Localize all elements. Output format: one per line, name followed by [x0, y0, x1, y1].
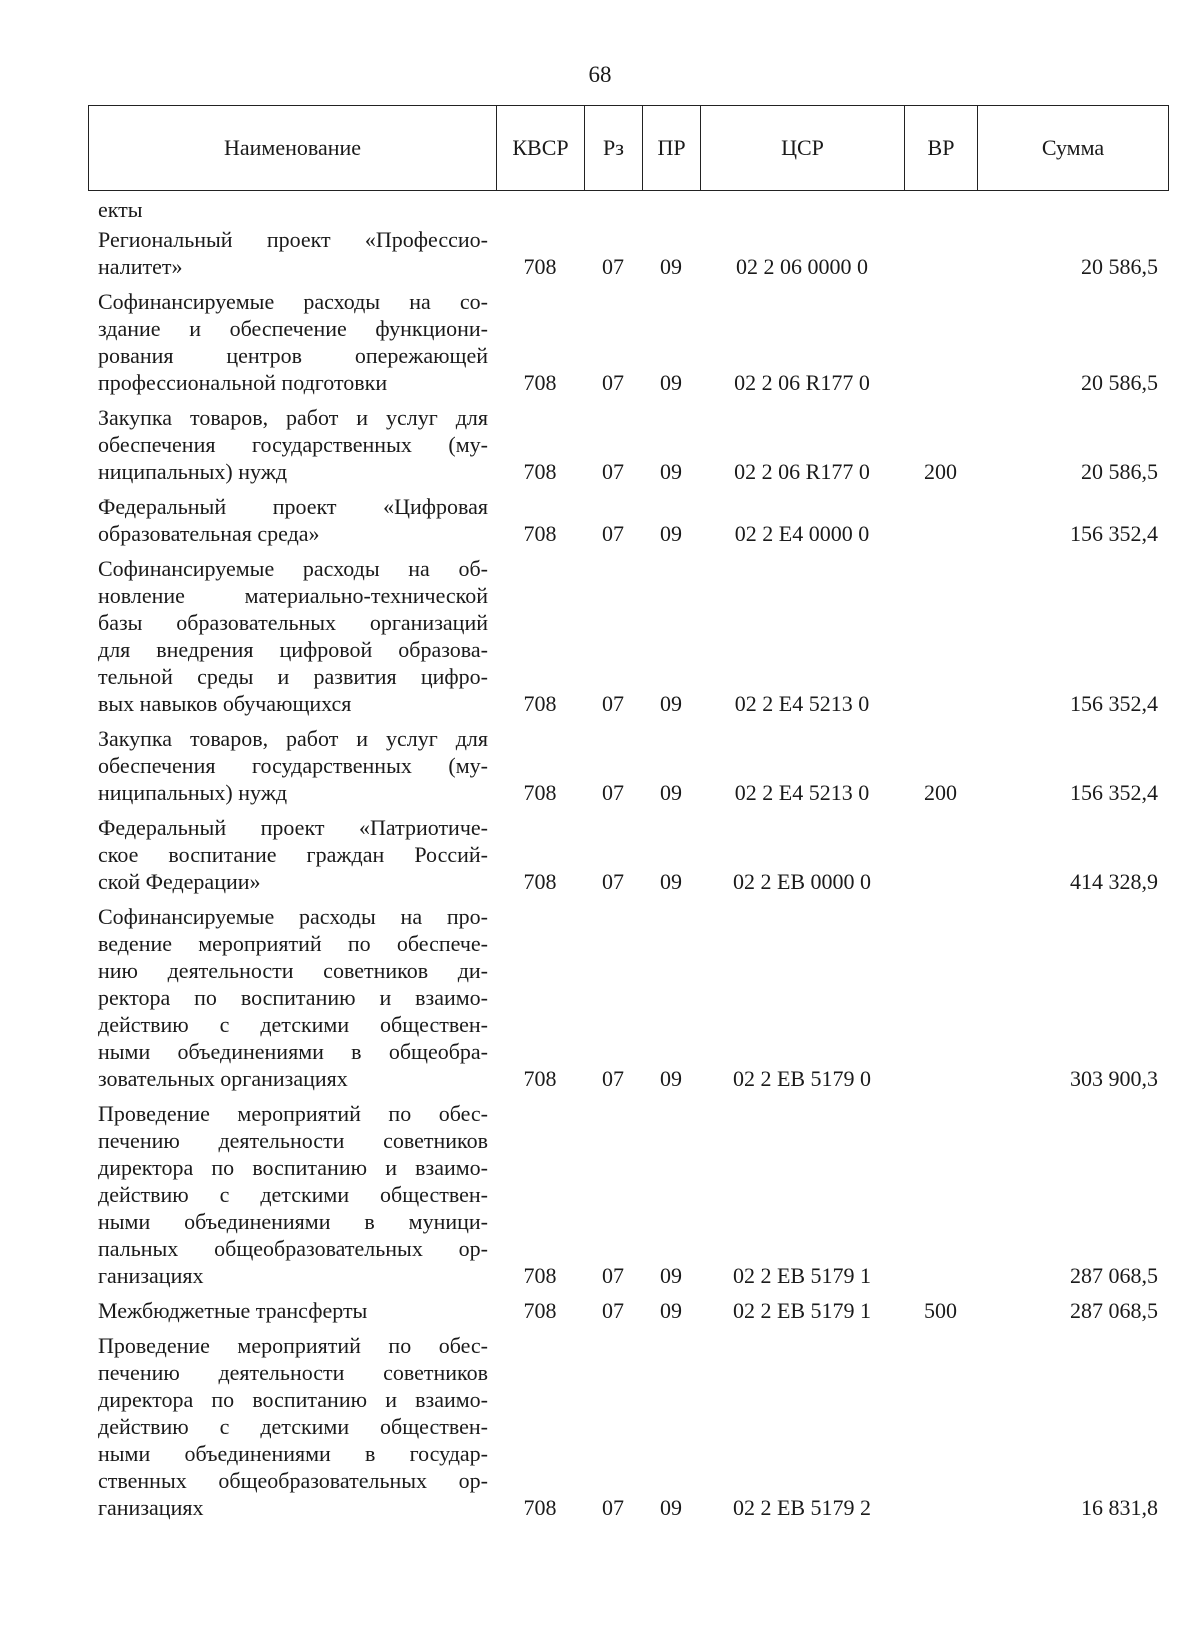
row-vr: 500 — [924, 1298, 957, 1323]
row-rz: 07 — [602, 691, 624, 716]
row-vr — [904, 285, 977, 401]
row-csr: 02 2 EB 5179 1 — [732, 1263, 872, 1288]
row-sum: 156 352,4 — [1070, 691, 1158, 716]
row-name-line: Проведение мероприятий по обес- — [98, 1101, 488, 1126]
row-kvsr: 708 — [523, 459, 557, 484]
row-name-line: Федеральный проект «Цифровая — [98, 494, 488, 519]
row-kvsr: 708 — [523, 521, 557, 546]
row-name-line: Закупка товаров, работ и услуг для — [98, 726, 488, 751]
row-sum: 156 352,4 — [1070, 780, 1158, 805]
row-name-line: ниципальных) нужд — [98, 780, 288, 805]
row-name-line: ведение мероприятий по обеспече- — [98, 931, 488, 956]
header-csr: ЦСР — [701, 106, 905, 191]
row-name-line: Софинансируемые расходы на об- — [98, 556, 488, 581]
row-csr: 02 2 EB 5179 0 — [732, 1066, 872, 1091]
row-kvsr: 708 — [523, 1495, 557, 1520]
row-csr: 02 2 EB 0000 0 — [732, 869, 872, 894]
row-name-line: зовательных организациях — [98, 1066, 348, 1091]
row-name-line: ными объединениями в государ- — [98, 1441, 488, 1466]
row-name-line: ское воспитание граждан Россий- — [98, 842, 488, 867]
row-rz: 07 — [602, 869, 624, 894]
row-rz: 07 — [602, 459, 624, 484]
row-vr — [904, 223, 977, 285]
row-csr: 02 2 E4 0000 0 — [734, 521, 870, 546]
row-csr: 02 2 06 R177 0 — [734, 370, 870, 395]
row-kvsr: 708 — [523, 869, 557, 894]
table-row — [88, 490, 1168, 552]
table-row — [88, 1097, 1168, 1294]
row-vr: 200 — [924, 459, 957, 484]
row-vr — [904, 811, 977, 900]
row-name-line: директора по воспитанию и взаимо- — [98, 1155, 488, 1180]
table-row — [88, 900, 1168, 1097]
row-rz: 07 — [602, 780, 624, 805]
table-row — [88, 401, 1168, 490]
row-csr: 02 2 EB 5179 2 — [732, 1495, 872, 1520]
row-rz: 07 — [602, 254, 624, 279]
row-name-line: обеспечения государственных (му- — [98, 432, 488, 457]
row-name-line: ными объединениями в муници- — [98, 1209, 488, 1234]
row-pr: 09 — [660, 254, 682, 279]
row-sum: 287 068,5 — [1070, 1263, 1158, 1288]
page-number: 68 — [588, 62, 612, 87]
row-name — [88, 722, 496, 811]
row-name-line: вых навыков обучающихся — [98, 691, 352, 716]
table-row — [88, 1329, 1168, 1526]
row-name-line: Софинансируемые расходы на со- — [98, 289, 488, 314]
row-name-line: Проведение мероприятий по обес- — [98, 1333, 488, 1358]
row-rz: 07 — [602, 521, 624, 546]
row-name-line: базы образовательных организаций — [98, 610, 488, 635]
table-row — [88, 811, 1168, 900]
header-name: Наименование — [89, 106, 497, 191]
row-name-line: нию деятельности советников ди- — [98, 958, 488, 983]
row-name-line: печению деятельности советников — [98, 1360, 488, 1385]
row-name-line: ганизациях — [98, 1263, 204, 1288]
header-rz: Рз — [585, 106, 643, 191]
row-kvsr: 708 — [523, 691, 557, 716]
row-csr: 02 2 E4 5213 0 — [734, 691, 870, 716]
table-header — [88, 105, 1169, 191]
row-vr — [904, 900, 977, 1097]
header-kvsr: КВСР — [497, 106, 585, 191]
table-row — [88, 285, 1168, 401]
budget-table — [88, 196, 1168, 1526]
row-kvsr: 708 — [523, 1263, 557, 1288]
row-name-line: для внедрения цифровой образова- — [98, 637, 488, 662]
row-csr: 02 2 EB 5179 1 — [732, 1298, 872, 1323]
row-name-line: Закупка товаров, работ и услуг для — [98, 405, 488, 430]
row-rz: 07 — [602, 370, 624, 395]
row-pr: 09 — [660, 691, 682, 716]
row-kvsr: 708 — [523, 254, 557, 279]
row-sum: 20 586,5 — [1081, 459, 1158, 484]
table-row — [88, 223, 1168, 285]
row-rz: 07 — [602, 1066, 624, 1091]
row-name — [88, 285, 496, 401]
row-name — [88, 1294, 496, 1329]
row-sum: 20 586,5 — [1081, 254, 1158, 279]
row-name-line: обеспечения государственных (му- — [98, 753, 488, 778]
row-name — [88, 552, 496, 722]
row-pr: 09 — [660, 1263, 682, 1288]
row-name — [88, 223, 496, 285]
row-vr — [904, 490, 977, 552]
row-name-line: действию с детскими обществен- — [98, 1414, 488, 1439]
header-pr: ПР — [643, 106, 701, 191]
row-kvsr: 708 — [523, 1298, 557, 1323]
row-pr: 09 — [660, 1066, 682, 1091]
row-name — [88, 490, 496, 552]
row-pr: 09 — [660, 370, 682, 395]
row-name — [88, 900, 496, 1097]
row-name-line: Софинансируемые расходы на про- — [98, 904, 488, 929]
row-name — [88, 1097, 496, 1294]
row-name-line: печению деятельности советников — [98, 1128, 488, 1153]
row-rz: 07 — [602, 1298, 624, 1323]
row-name-line: действию с детскими обществен- — [98, 1012, 488, 1037]
row-name-line: ными объединениями в общеобра- — [98, 1039, 488, 1064]
row-sum: 156 352,4 — [1070, 521, 1158, 546]
continuation-text: екты — [98, 197, 143, 222]
row-vr — [904, 1329, 977, 1526]
row-vr — [904, 1097, 977, 1294]
row-vr: 200 — [924, 780, 957, 805]
row-name-line: Федеральный проект «Патриотиче- — [98, 815, 488, 840]
row-pr: 09 — [660, 780, 682, 805]
table-row — [88, 1294, 1168, 1329]
row-name-line: образовательная среда» — [98, 521, 320, 546]
row-vr — [904, 552, 977, 722]
row-name-line: ниципальных) нужд — [98, 459, 288, 484]
row-name-line: ганизациях — [98, 1495, 204, 1520]
table-row — [88, 722, 1168, 811]
row-name-line: ректора по воспитанию и взаимо- — [98, 985, 488, 1010]
row-name-line: директора по воспитанию и взаимо- — [98, 1387, 488, 1412]
row-name-line: пальных общеобразовательных ор- — [98, 1236, 488, 1261]
row-name-line: ской Федерации» — [98, 869, 261, 894]
row-name-line: здание и обеспечение функциони- — [98, 316, 488, 341]
row-csr: 02 2 06 0000 0 — [736, 254, 868, 279]
row-sum: 16 831,8 — [1081, 1495, 1158, 1520]
row-pr: 09 — [660, 1298, 682, 1323]
row-name-line: действию с детскими обществен- — [98, 1182, 488, 1207]
row-rz: 07 — [602, 1495, 624, 1520]
table-row — [88, 552, 1168, 722]
row-sum: 303 900,3 — [1070, 1066, 1158, 1091]
row-name-line: ственных общеобразовательных ор- — [98, 1468, 488, 1493]
row-rz: 07 — [602, 1263, 624, 1288]
row-name — [88, 1329, 496, 1526]
row-sum: 287 068,5 — [1070, 1298, 1158, 1323]
row-name-line: профессиональной подготовки — [98, 370, 388, 395]
row-pr: 09 — [660, 1495, 682, 1520]
row-kvsr: 708 — [523, 370, 557, 395]
row-kvsr: 708 — [523, 1066, 557, 1091]
row-name-line: Региональный проект «Профессио- — [98, 227, 488, 252]
row-name-line: Межбюджетные трансферты — [98, 1298, 368, 1323]
row-sum: 414 328,9 — [1070, 869, 1158, 894]
row-name-line: новление материально-технической — [98, 583, 488, 608]
row-sum: 20 586,5 — [1081, 370, 1158, 395]
row-pr: 09 — [660, 459, 682, 484]
row-name-line: налитет» — [98, 254, 183, 279]
row-pr: 09 — [660, 869, 682, 894]
row-kvsr: 708 — [523, 780, 557, 805]
row-name-line: тельной среды и развития цифро- — [98, 664, 488, 689]
header-vr: ВР — [905, 106, 978, 191]
row-name-line: рования центров опережающей — [98, 343, 488, 368]
header-sum: Сумма — [978, 106, 1169, 191]
row-csr: 02 2 06 R177 0 — [734, 459, 870, 484]
row-name — [88, 401, 496, 490]
row-csr: 02 2 E4 5213 0 — [734, 780, 870, 805]
row-name — [88, 811, 496, 900]
row-pr: 09 — [660, 521, 682, 546]
